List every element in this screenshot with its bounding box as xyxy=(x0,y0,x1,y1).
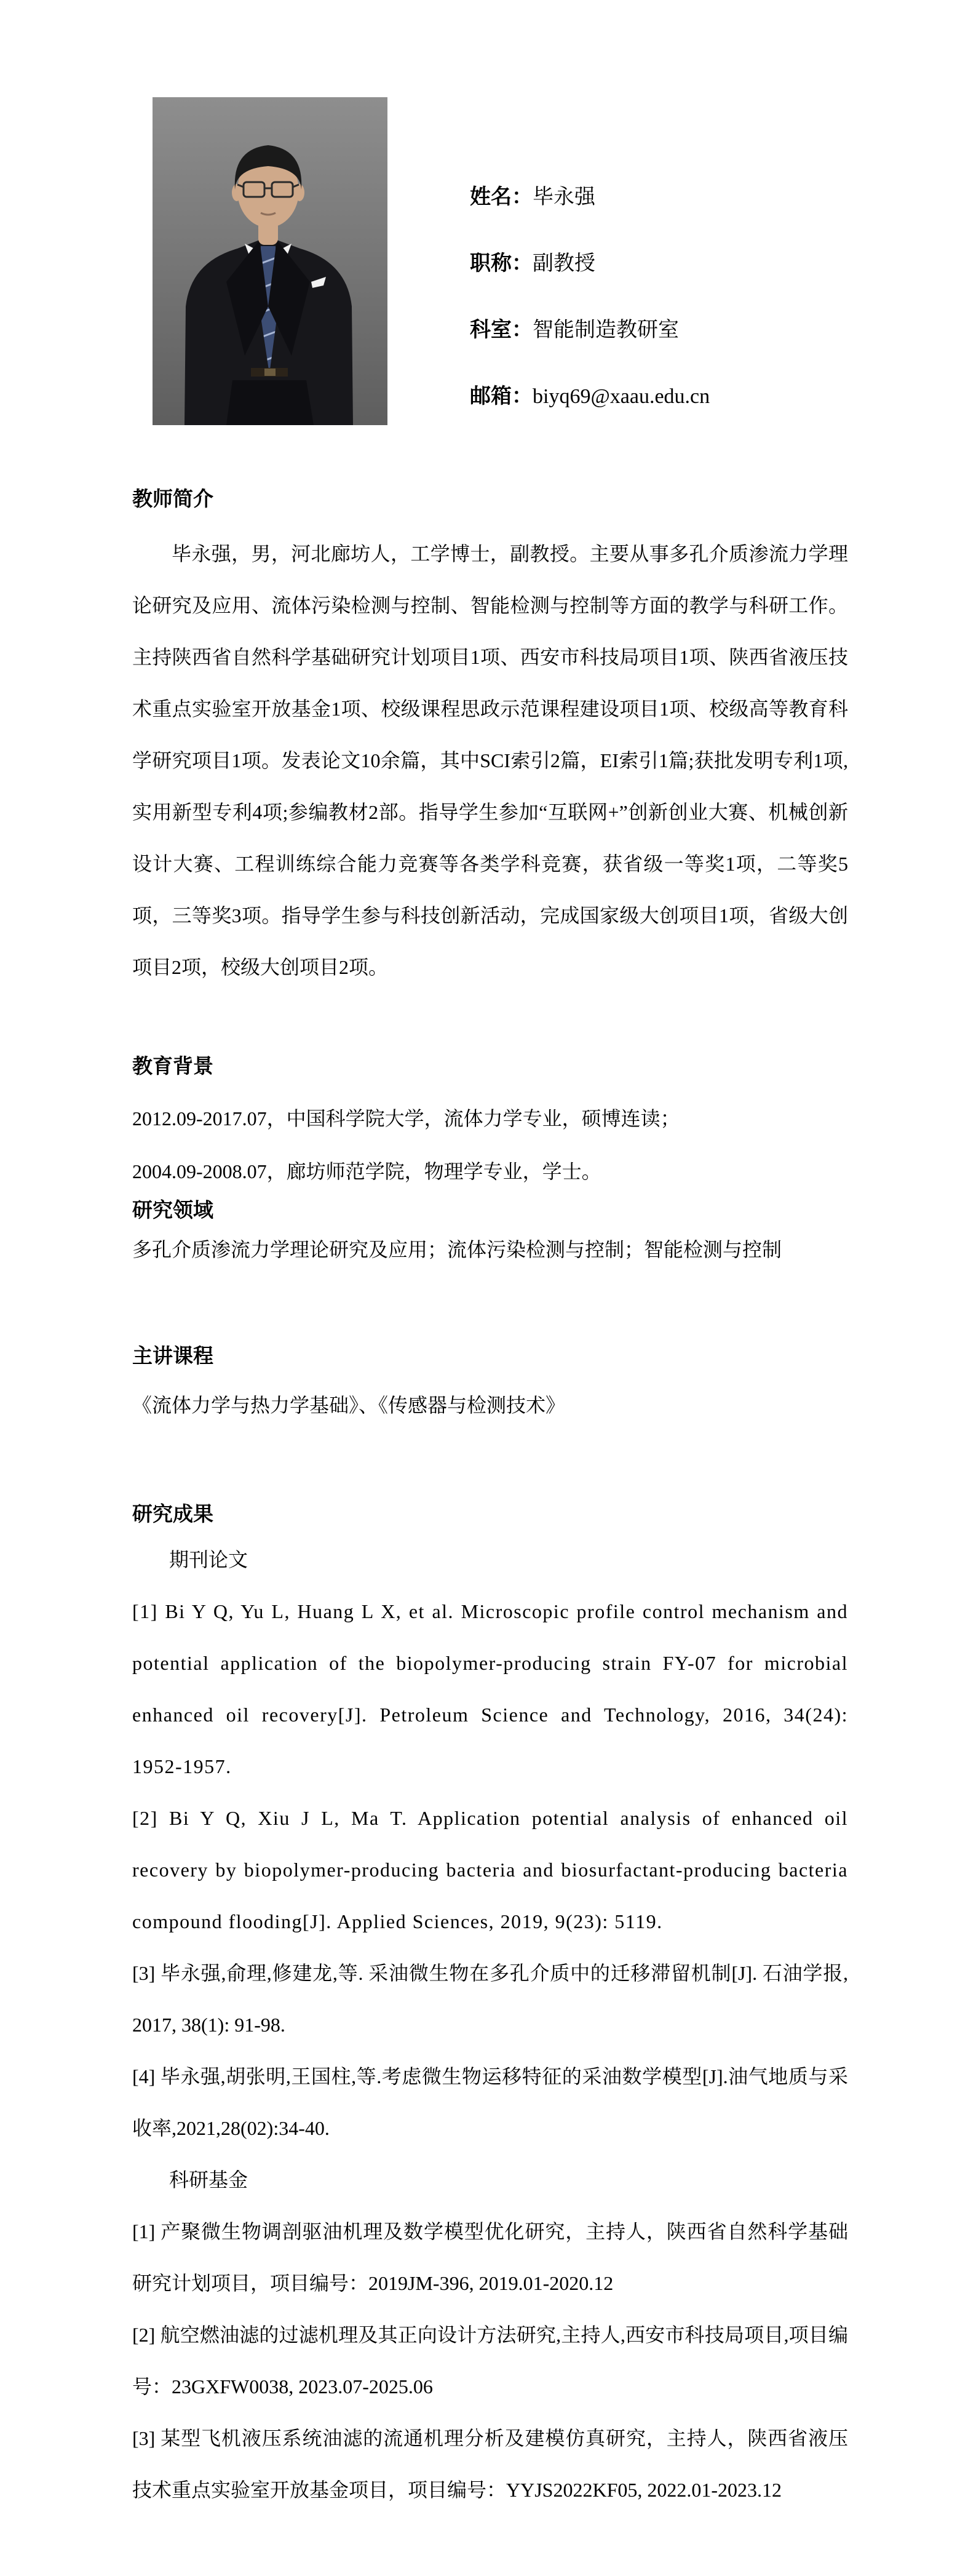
name-value: 毕永强 xyxy=(533,186,595,209)
department-value: 智能制造教研室 xyxy=(533,319,679,341)
department-label: 科室： xyxy=(470,319,533,341)
profile-content xyxy=(132,487,848,2516)
info-row-department xyxy=(470,317,710,343)
journal-paper: [1] Bi Y Q, Yu L, Huang L X, et al. Microscopic profile control mechanism and potential application of the biopolymer-producing strain FY-07 for microbial enhanced oil recovery[J]. Petroleum Science and Technology, 2016, 34(24): 1952-1957. xyxy=(132,1600,848,1777)
trousers xyxy=(226,380,314,425)
research-fund: [3] 某型飞机液压系统油滤的流通机理分析及建模仿真研究，主持人，陕西省液压技术重点实验室开放基金项目，项目编号：YYJS2022KF05, 2022.01-2023.12 xyxy=(132,2427,848,2501)
research-fund: [2] 航空燃油滤的过滤机理及其正向设计方法研究,主持人,西安市科技局项目,项目编号：23GXFW0038, 2023.07-2025.06 xyxy=(132,2324,848,2398)
info-row-title xyxy=(470,251,710,277)
name-label: 姓名： xyxy=(470,186,533,209)
section-heading-education: 教育背景 xyxy=(132,1056,213,1078)
section-heading-research-fields: 研究领域 xyxy=(132,1200,213,1222)
teacher-portrait-photo xyxy=(153,97,387,425)
courses-text: 《流体力学与热力学基础》、《传感器与检测技术》 xyxy=(132,1394,566,1416)
journal-paper: [4] 毕永强,胡张明,王国柱,等.考虑微生物运移特征的采油数学模型[J].油气地质与采收率,2021,28(02):34-40. xyxy=(132,2065,848,2139)
education-item: 2004.09-2008.07，廊坊师范学院，物理学专业，学士。 xyxy=(132,1160,601,1182)
research-funds-subheading: 科研基金 xyxy=(169,2169,248,2191)
belt-buckle xyxy=(264,369,276,376)
info-row-name xyxy=(470,185,710,210)
email-value: biyq69@xaau.edu.cn xyxy=(533,385,710,408)
section-heading-achievements: 研究成果 xyxy=(132,1504,213,1526)
title-label: 职称： xyxy=(470,252,533,275)
section-heading-courses: 主讲课程 xyxy=(132,1346,213,1368)
email-label: 邮箱： xyxy=(470,385,533,408)
journal-paper: [2] Bi Y Q, Xiu J L, Ma T. Application potential analysis of enhanced oil recovery by biopolymer-producing bacteria and biosurfactant-producing bacteria compound flooding[J]. Applied Sciences, 2019, 9(23): 5119. xyxy=(132,1807,848,1932)
journal-papers-subheading: 期刊论文 xyxy=(169,1549,248,1571)
info-row-email xyxy=(470,384,710,410)
journal-paper: [3] 毕永强,俞理,修建龙,等. 采油微生物在多孔介质中的迁移滞留机制[J]. 石油学报, 2017, 38(1): 91-98. xyxy=(132,1962,848,2036)
intro-paragraph: 毕永强，男，河北廊坊人，工学博士，副教授。主要从事多孔介质渗流力学理论研究及应用、流体污染检测与控制、智能检测与控制等方面的教学与科研工作。主持陕西省自然科学基础研究计划项目1项、西安市科技局项目1项、陕西省液压技术重点实验室开放基金1项、校级课程思政示范课程建设项目1项、校级高等教育科学研究项目1项。发表论文10余篇，其中SCI索引2篇，EI索引1篇;获批发明专利1项,实用新型专利4项;参编教材2部。指导学生参加“互联网+”创新创业大赛、机械创新设计大赛、工程训练综合能力竞赛等各类学科竞赛，获省级一等奖1项，二等奖5项，三等奖3项。指导学生参与科技创新活动，完成国家级大创项目1项，省级大创项目2项，校级大创项目2项。 xyxy=(132,543,848,978)
research-fields-text: 多孔介质渗流力学理论研究及应用；流体污染检测与控制；智能检测与控制 xyxy=(132,1238,782,1261)
research-fund: [1] 产聚微生物调剖驱油机理及数学模型优化研究，主持人，陕西省自然科学基础研究计划项目，项目编号：2019JM-396, 2019.01-2020.12 xyxy=(132,2220,848,2294)
education-item: 2012.09-2017.07，中国科学院大学，流体力学专业，硕博连读； xyxy=(132,1107,680,1130)
title-value: 副教授 xyxy=(533,252,595,275)
portrait-illustration xyxy=(153,97,387,425)
basic-info xyxy=(470,185,710,450)
section-heading-intro: 教师简介 xyxy=(132,488,213,511)
